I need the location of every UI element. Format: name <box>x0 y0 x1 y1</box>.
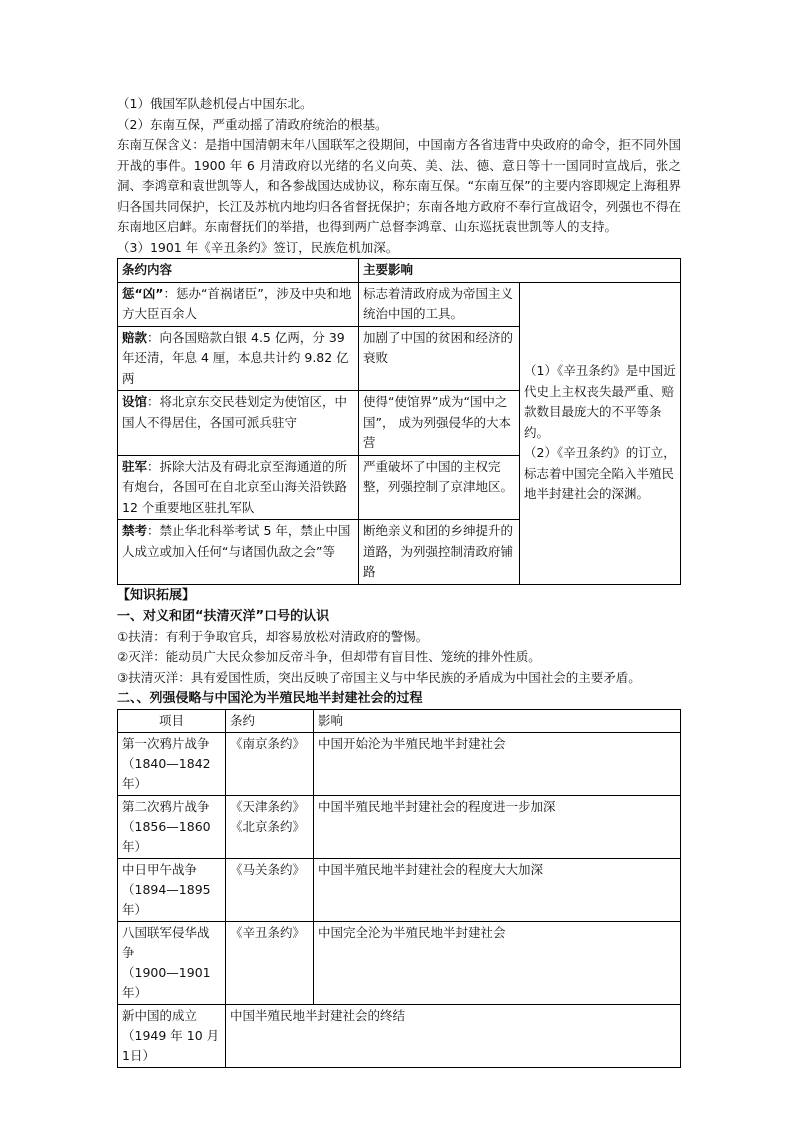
treaty-impact: 断绝亲义和团的乡绅提升的道路，为列强控制清政府铺路 <box>359 520 520 585</box>
effect-cell: 中国半殖民地半封建社会的程度进一步加深 <box>314 796 681 859</box>
table-row <box>118 282 681 326</box>
slogan-item: ③扶清灭洋：具有爱国性质，突出反映了帝国主义与中华民族的矛盾成为中国社会的主要矛盾。 <box>117 669 641 685</box>
document-body <box>117 94 681 1068</box>
paragraph-southeast: （2）东南互保，严重动摇了清政府统治的根基。 <box>117 116 388 132</box>
clause-text: ：将北京东交民巷划定为使馆区，中国人不得居住，各国可派兵驻守 <box>122 394 348 430</box>
slogan-item: ①扶清：有利于争取官兵，却容易放松对清政府的警惕。 <box>117 628 429 644</box>
clause-text: ：向各国赔款白银 4.5 亿两，分 39 年还清，年息 4 厘，本息共计约 9.82 亿两 <box>122 329 349 386</box>
treaty-clause <box>118 282 359 326</box>
war-years: （1894—1895年） <box>122 882 211 917</box>
treaty-name: 《南京条约》 <box>230 736 306 751</box>
treaty-impact: 严重破坏了中国的主权完整，列强控制了京津地区。 <box>359 455 520 520</box>
effect-cell: 中国半殖民地半封建社会的程度大大加深 <box>314 859 681 922</box>
treaty-cell <box>226 859 314 922</box>
treaty-summary <box>520 282 681 584</box>
header-content: 条约内容 <box>118 259 359 283</box>
treaty-clause <box>118 520 359 585</box>
war-years: （1840—1842年） <box>122 756 211 791</box>
paragraph-xinchou: （3）1901 年《辛丑条约》签订，民族危机加深。 <box>117 239 399 255</box>
treaty-cell <box>226 796 314 859</box>
header-effect: 影响 <box>314 710 681 733</box>
war-years: （1900—1901年） <box>122 965 211 1000</box>
treaty-name: 《辛丑条约》 <box>230 925 306 940</box>
effect-cell: 中国开始沦为半殖民地半封建社会 <box>314 733 681 796</box>
event-name: 新中国的成立 <box>122 1008 198 1023</box>
treaty-cell <box>226 733 314 796</box>
clause-keyword: 惩“凶” <box>122 285 164 301</box>
effect-cell: 中国半殖民地半封建社会的终结 <box>226 1005 681 1068</box>
header-impact: 主要影响 <box>359 259 681 283</box>
treaty-name: 《马关条约》 <box>230 862 306 877</box>
war-cell <box>118 796 226 859</box>
table-row <box>118 1005 681 1068</box>
war-cell <box>118 859 226 922</box>
war-name: 八国联军侵华战争 <box>122 925 210 960</box>
treaty-clause <box>118 326 359 391</box>
war-cell <box>118 1005 226 1068</box>
clause-keyword: 禁考 <box>122 523 148 538</box>
clause-keyword: 驻军 <box>122 458 148 474</box>
clause-keyword: 赔款 <box>122 329 148 345</box>
table-row <box>118 859 681 922</box>
war-cell <box>118 733 226 796</box>
clause-keyword: 设馆 <box>122 394 148 409</box>
summary-1: （1）《辛丑条约》是中国近代史上主权丧失最严重、赔款数目最庞大的不平等条约。 <box>524 363 676 440</box>
war-name: 第二次鸦片战争 <box>122 799 210 814</box>
treaty-impact: 使得“使馆界”成为“国中之国”， 成为列强侵华的大本营 <box>359 391 520 456</box>
header-item: 项目 <box>118 710 226 733</box>
section1-title: 一、对义和团“扶清灭洋”口号的认识 <box>117 608 330 624</box>
treaty-impact: 标志着清政府成为帝国主义统治中国的工具。 <box>359 282 520 326</box>
table-row <box>118 796 681 859</box>
treaty-impact: 加剧了中国的贫困和经济的衰败 <box>359 326 520 391</box>
table-row <box>118 733 681 796</box>
clause-text: ：惩办“首祸诸臣”，涉及中央和地方大臣百余人 <box>122 285 352 321</box>
treaty-cell <box>226 922 314 1005</box>
process-table-header <box>118 710 681 733</box>
summary-2: （2）《辛丑条约》的订立，标志着中国完全陷入半殖民地半封建社会的深渊。 <box>524 445 676 502</box>
treaty-table-header <box>118 259 681 283</box>
war-name: 中日甲午战争 <box>122 862 198 877</box>
clause-text: ：禁止华北科举考试 5 年，禁止中国人成立或加入任何“与诸国仇敌之会”等 <box>122 523 351 559</box>
process-table <box>117 709 681 1068</box>
treaty-clause <box>118 455 359 520</box>
paragraph-southeast-meaning: 东南互保含义：是指中国清朝末年八国联军之役期间，中国南方各省违背中央政府的命令，拒不同外国开战的事件。1900 年 6 月清政府以光绪的名义向英、美、法、德、意日等十一国同时宣战后，张之洞、李鸿章和袁世凯等人，和各参战国达成协议，称东南互保。“东南互保”的主要内容即规定上海租界归各国共同保护，长江及苏杭内地均归各省督抚保护；东南各地方政府不奉行宣战诏令，列强也不得在东南地区启衅。东南督抚们的举措，也得到两广总督李鸿章、山东巡抚袁世凯等人的支持。 <box>117 137 681 234</box>
effect-cell: 中国完全沦为半殖民地半封建社会 <box>314 922 681 1005</box>
section2-title: 二、、列强侵略与中国沦为半殖民地半封建社会的过程 <box>117 691 423 706</box>
slogan-item: ②灭洋：能动员广大民众参加反帝斗争，但却带有盲目性、笼统的排外性质。 <box>117 649 541 664</box>
treaty-name-2: 《北京条约》 <box>230 819 306 834</box>
war-years: （1856—1860年） <box>122 819 211 854</box>
event-date: （1949 年 10 月 1日） <box>122 1028 220 1063</box>
table-row <box>118 922 681 1005</box>
war-name: 第一次鸦片战争 <box>122 736 210 751</box>
paragraph-russia: （1）俄国军队趁机侵占中国东北。 <box>117 96 313 111</box>
header-treaty: 条约 <box>226 710 314 733</box>
war-cell <box>118 922 226 1005</box>
treaty-clause <box>118 391 359 456</box>
clause-text: ：拆除大沽及有碍北京至海通道的所有炮台，各国可在自北京至山海关沿铁路 12 个重要地区驻扎军队 <box>122 458 348 515</box>
treaty-table <box>117 258 681 585</box>
expansion-title: 【知识拓展】 <box>117 587 196 603</box>
treaty-name: 《天津条约》 <box>230 799 306 814</box>
